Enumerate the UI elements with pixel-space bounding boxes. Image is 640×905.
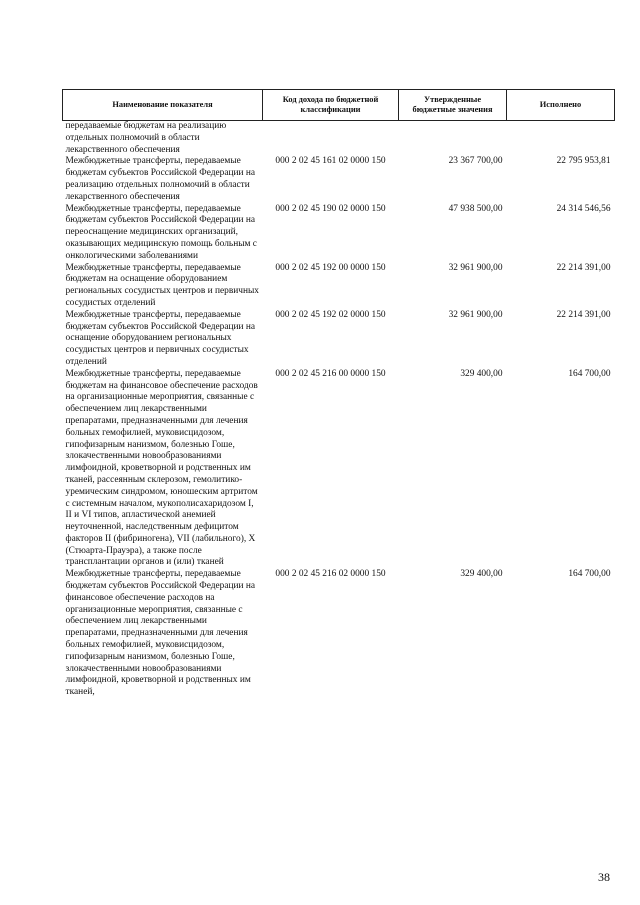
row-name: Межбюджетные трансферты, передаваемые бюджетам субъектов Российской Федерации на переоснащение медицинских организаций, оказывающих медицинскую помощь больным с онкологическими заболеваниями: [65, 203, 257, 261]
table-row: [63, 156, 615, 203]
header-executed: Исполнено: [507, 90, 615, 121]
row-name: передаваемые бюджетам на реализацию отдельных полномочий в области лекарственного обеспечения: [65, 121, 227, 155]
table-row: [63, 263, 615, 310]
row-approved: 329 400,00: [460, 368, 503, 379]
header-name: Наименование показателя: [63, 90, 263, 121]
row-name: Межбюджетные трансферты, передаваемые бюджетам на оснащение оборудованием региональных сосудистых центров и первичных сосудистых отделений: [65, 262, 259, 308]
row-code: 000 2 02 45 192 00 0000 150: [275, 262, 386, 273]
table-row: [63, 310, 615, 369]
header-row: [63, 90, 615, 121]
row-executed: 22 795 953,81: [556, 156, 611, 167]
row-executed: 164 700,00: [568, 569, 611, 580]
budget-table: [62, 89, 615, 699]
row-code: 000 2 02 45 216 02 0000 150: [275, 569, 386, 580]
row-executed: 24 314 546,56: [556, 203, 611, 214]
row-approved: 32 961 900,00: [448, 262, 503, 273]
row-name: Межбюджетные трансферты, передаваемые бюджетам субъектов Российской Федерации на оснащение оборудованием региональных сосудистых центров и первичных сосудистых отделений: [65, 309, 256, 367]
row-approved: 32 961 900,00: [448, 309, 503, 320]
row-code: 000 2 02 45 192 02 0000 150: [275, 309, 386, 320]
row-executed: 164 700,00: [568, 368, 611, 379]
header-code: Код дохода по бюджетной классификации: [263, 90, 399, 121]
row-name: Межбюджетные трансферты, передаваемые бюджетам субъектов Российской Федерации на финансовое обеспечение расходов на организационные мероприятия, связанные с обеспечением лиц лекарственными препаратами, предназначенными для лечения больных гемофилией, муковисцидозом, гипофизарным нанизмом, болезнью Гоше, злокачественными новообразованиями лимфоидной, кроветворной и родственных им тканей,: [65, 569, 256, 698]
table-row: [63, 204, 615, 263]
row-code: [263, 121, 399, 157]
row-name: Межбюджетные трансферты, передаваемые бюджетам субъектов Российской Федерации на реализацию отдельных полномочий в области лекарственного обеспечения: [65, 156, 256, 202]
row-code: 000 2 02 45 161 02 0000 150: [275, 156, 386, 167]
row-code: 000 2 02 45 216 00 0000 150: [275, 368, 386, 379]
row-approved: 47 938 500,00: [448, 203, 503, 214]
header-approved: Утвержденные бюджетные значения: [399, 90, 507, 121]
table-row: [63, 121, 615, 157]
row-approved: 329 400,00: [460, 569, 503, 580]
table-body: [63, 121, 615, 700]
row-executed: 22 214 391,00: [556, 309, 611, 320]
row-code: 000 2 02 45 190 02 0000 150: [275, 203, 386, 214]
page-number: 38: [598, 870, 610, 884]
table-row: [63, 369, 615, 570]
row-executed: [507, 121, 615, 157]
row-approved: 23 367 700,00: [448, 156, 503, 167]
table-row: [63, 569, 615, 699]
row-approved: [399, 121, 507, 157]
row-name: Межбюджетные трансферты, передаваемые бюджетам на финансовое обеспечение расходов на организационные мероприятия, связанные с обеспечением лиц лекарственными препаратами, предназначенными для лечения больных гемофилией, муковисцидозом, гипофизарным нанизмом, болезнью Гоше, злокачественными новообразованиями лимфоидной, кроветворной и родственных им тканей, рассеянным склерозом, гемолитико-уремическим синдромом, юношеским артритом с системным началом, мукополисахаридозом I, II и VI типов, апластической анемией неуточненной, наследственным дефицитом факторов II (фибриногена), VII (лабильного), X (Стюарта-Прауэра), а также после трансплантации органов и (или) тканей: [65, 368, 258, 568]
table-header: [63, 90, 615, 121]
row-executed: 22 214 391,00: [556, 262, 611, 273]
